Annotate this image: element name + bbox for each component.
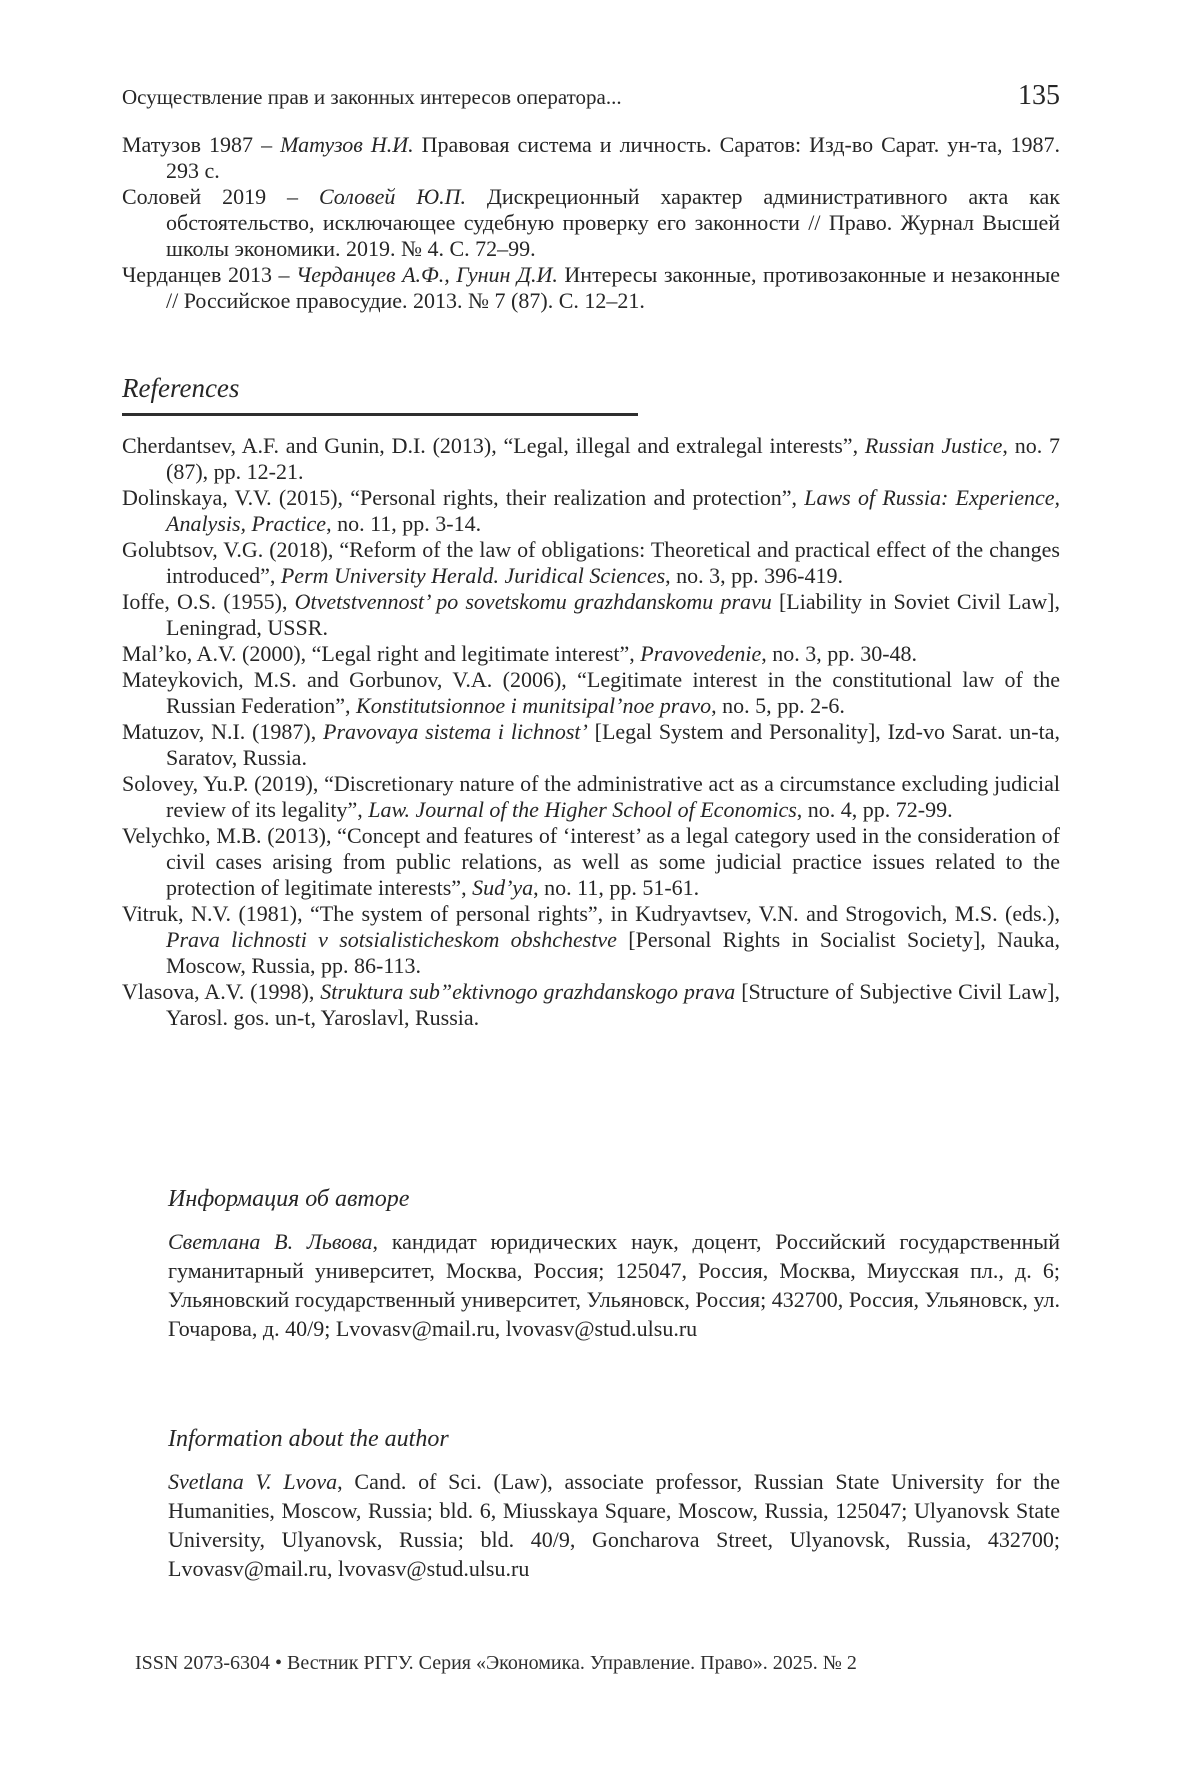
- author-info-en-section: [168, 1424, 1060, 1583]
- text-segment: Dolinskaya, V.V. (2015), “Personal rights, their realization and protection”,: [122, 485, 805, 510]
- text-segment: , Cand. of Sci. (Law), associate professor, Russian State University for the Humanities, Moscow, Russia; bld. 6, Miusskaya Square, Moscow, Russia, 125047; Ulyanovsk State University, Ulyanovsk, Russia; bld. 40/9, Goncharova Street, Ulyanovsk, Russia, 432700; Lvovasv@mail.ru, lvovasv@stud.ulsu.ru: [168, 1469, 1060, 1581]
- reference-entry: [122, 589, 1060, 641]
- reference-entry: [122, 719, 1060, 771]
- text-segment-italic: Svetlana V. Lvova: [168, 1469, 338, 1494]
- reference-entry: [122, 667, 1060, 719]
- russian-reference-entry: [122, 132, 1060, 184]
- text-segment: Golubtsov, V.G. (2018), “Reform of the law of obligations: Theoretical and practical effect of the changes introduced”,: [122, 537, 1060, 588]
- references-underline: [122, 413, 638, 416]
- russian-references-list: [122, 132, 1060, 314]
- page-header: [122, 80, 1060, 112]
- reference-entry: [122, 979, 1060, 1031]
- text-segment: Solovey, Yu.P. (2019), “Discretionary nature of the administrative act as a circumstance excluding judicial review of its legality”,: [122, 771, 1060, 822]
- author-info-ru-paragraph: [168, 1227, 1060, 1343]
- reference-entry: [122, 641, 1060, 667]
- page-footer: [135, 1652, 1065, 1675]
- page-number: 135: [1018, 80, 1060, 111]
- text-segment-italic: Sud’ya: [472, 875, 534, 900]
- text-segment: Матузов 1987 –: [122, 132, 281, 157]
- text-segment: Соловей 2019 –: [122, 184, 319, 209]
- author-info-ru-section: [168, 1184, 1060, 1343]
- text-segment: Velychko, M.B. (2013), “Concept and features of ‘interest’ as a legal category used in the consideration of civil cases arising from public relations, as well as some judicial practice issues related to the protection of legitimate interests”,: [122, 823, 1060, 900]
- text-segment-italic: Otvetstvennost’ po sovetskomu grazhdanskomu pravu: [294, 589, 772, 614]
- text-segment-italic: Светлана В. Львова: [168, 1229, 373, 1254]
- text-segment: Mateykovich, M.S. and Gorbunov, V.A. (2006), “Legitimate interest in the constitutional law of the Russian Federation”,: [122, 667, 1060, 718]
- reference-entry: [122, 537, 1060, 589]
- russian-reference-entry: [122, 184, 1060, 262]
- text-segment: Vitruk, N.V. (1981), “The system of personal rights”, in Kudryavtsev, V.N. and Strogovich, M.S. (eds.),: [122, 901, 1060, 926]
- text-segment: , no. 11, pp. 3-14.: [326, 511, 482, 536]
- author-info-ru-title: Информация об авторе: [168, 1186, 410, 1212]
- reference-entry: [122, 433, 1060, 485]
- text-segment-italic: Матузов Н.И.: [280, 132, 414, 157]
- text-segment-italic: Perm University Herald. Juridical Sciences: [280, 563, 666, 588]
- author-info-en-title: Information about the author: [168, 1426, 449, 1452]
- text-segment: Правовая система и личность. Саратов: Изд-во Сарат. ун-та, 1987. 293 с.: [166, 132, 1061, 183]
- text-segment: [Legal System and Personality], Izd-vo Sarat. un-ta, Saratov, Russia.: [166, 719, 1060, 770]
- text-segment-italic: Russian Justice: [864, 433, 1003, 458]
- references-section: [122, 372, 1060, 1031]
- text-segment: Matuzov, N.I. (1987),: [122, 719, 324, 744]
- text-segment: , no. 11, pp. 51-61.: [533, 875, 700, 900]
- text-segment-italic: Черданцев А.Ф., Гунин Д.И.: [296, 262, 558, 287]
- text-segment-italic: Struktura sub”ektivnogo grazhdanskogo prava: [320, 979, 736, 1004]
- text-segment: [Structure of Subjective Civil Law], Yarosl. gos. un-t, Yaroslavl, Russia.: [166, 979, 1061, 1030]
- text-segment: Черданцев 2013 –: [122, 262, 297, 287]
- text-segment: , no. 5, pp. 2-6.: [711, 693, 845, 718]
- text-segment: , no. 3, pp. 396-419.: [665, 563, 843, 588]
- references-list: [122, 433, 1060, 1031]
- text-segment: Дискреционный характер административного акта как обстоятельство, исключающее судебную проверку его законности // Право. Журнал Высшей школы экономики. 2019. № 4. С. 72–99.: [166, 184, 1060, 261]
- text-segment: Vlasova, A.V. (1998),: [122, 979, 321, 1004]
- text-segment: Cherdantsev, A.F. and Gunin, D.I. (2013), “Legal, illegal and extralegal interests”,: [122, 433, 865, 458]
- footer-text: ISSN 2073-6304 • Вестник РГГУ. Серия «Экономика. Управление. Право». 2025. № 2: [135, 1652, 857, 1674]
- reference-entry: [122, 485, 1060, 537]
- russian-reference-entry: [122, 262, 1060, 314]
- text-segment: [Personal Rights in Socialist Society], Nauka, Moscow, Russia, pp. 86-113.: [166, 927, 1060, 978]
- text-segment-italic: Laws of Russia: Experience, Analysis, Practice: [166, 485, 1060, 536]
- text-segment: , кандидат юридических наук, доцент, Российский государственный гуманитарный университет, Москва, Россия; 125047, Россия, Москва, Миусская пл., д. 6; Ульяновский государственный университет, Ульяновск, Россия; 432700, Россия, Ульяновск, ул. Гочарова, д. 40/9; Lvovasv@mail.ru, lvovasv@stud.ulsu.ru: [168, 1229, 1060, 1341]
- text-segment-italic: Соловей Ю.П.: [318, 184, 466, 209]
- text-segment: Ioffe, O.S. (1955),: [122, 589, 295, 614]
- running-title: Осуществление прав и законных интересов оператора...: [122, 85, 622, 109]
- text-segment: Mal’ko, A.V. (2000), “Legal right and legitimate interest”,: [122, 641, 641, 666]
- text-segment: , no. 7 (87), pp. 12-21.: [166, 433, 1060, 484]
- text-segment: , no. 4, pp. 72-99.: [796, 797, 953, 822]
- references-title: References: [122, 373, 240, 403]
- reference-entry: [122, 901, 1060, 979]
- text-segment-italic: Prava lichnosti v sotsialisticheskom obshchestve: [166, 927, 617, 952]
- text-segment-italic: Pravovedenie: [640, 641, 762, 666]
- text-segment-italic: Konstitutsionnoe i munitsipal’noe pravo: [356, 693, 712, 718]
- text-segment-italic: Pravovaya sistema i lichnost’: [323, 719, 588, 744]
- text-segment-italic: Law. Journal of the Higher School of Economics: [368, 797, 797, 822]
- text-segment: Интересы законные, противозаконные и незаконные // Российское правосудие. 2013. № 7 (87). С. 12–21.: [166, 262, 1060, 313]
- author-info-en-paragraph: [168, 1467, 1060, 1583]
- reference-entry: [122, 771, 1060, 823]
- text-segment: [Liability in Soviet Civil Law], Leningrad, USSR.: [166, 589, 1060, 640]
- reference-entry: [122, 823, 1060, 901]
- text-segment: , no. 3, pp. 30-48.: [761, 641, 918, 666]
